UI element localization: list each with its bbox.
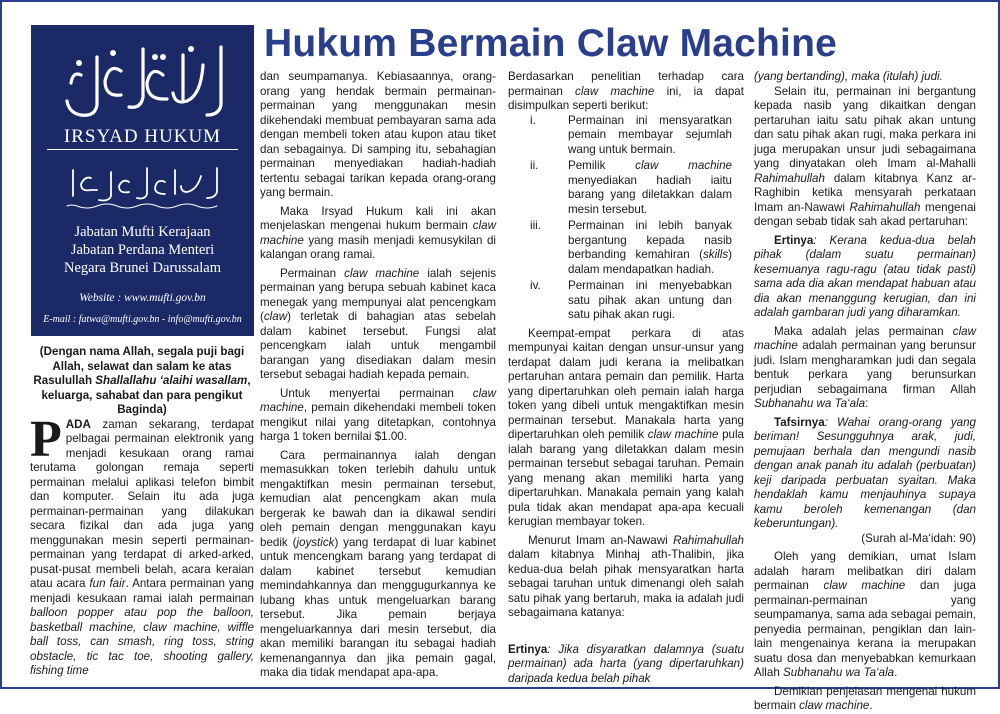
list-item: ii. Pemilik claw machine menyediakan hadiah iaitu barang yang diletakkan dalam mesin tersebut. bbox=[530, 159, 732, 216]
column-1 bbox=[30, 345, 254, 679]
translation-paragraph: Ertinya: Kerana kedua-dua belah pihak (dalam suatu permainan) kesemuanya ragu-ragu (atau tidak pasti) sama ada dia akan mendapat habuan atau dia akan menanggung kerugian, dan ini adalah gambaran judi yang diharamkan. bbox=[754, 233, 976, 319]
article-page bbox=[2, 2, 998, 712]
dept-line-2: Jabatan Perdana Menteri bbox=[70, 242, 215, 258]
paragraph: Oleh yang demikian, umat Islam adalah haram melibatkan diri dalam permainan claw machine dan juga permainan-permainan yang seumpamanya, sama ada sebagai pemain, penyedia permainan, pengiklan dan lain-lain mengenainya kerana ia merupakan suatu dosa dan menyebabkan kemurkaan Allah Subhanahu wa Ta‘ala. bbox=[754, 550, 976, 679]
paragraph: (yang bertanding), maka (itulah) judi. bbox=[754, 70, 943, 83]
paragraph: Cara permainannya ialah dengan memasukkan token terlebih dahulu untuk mengaktifkan mesin permainan tersebut, kemudian alat pencengkam akan mula bergerak ke bawah dan ia dikawal sendiri oleh pemain dengan menggunakan kayu bedik (joystick) yang terdapat di luar kabinet untuk mencengkam barang yang terdapat di dalam kabinet tersebut kemudian memindahkannya dan menggugurkannya ke lubang khas untuk mengeluarkan barang tersebut. Jika pemain berjaya mengeluarkannya dari mesin tersebut, dia akan memiliki barangan itu sebagai hadiah kemenangannya dan jika pemain gagal, maka dia tidak mendapat apa-apa. bbox=[260, 448, 496, 679]
column-4 bbox=[754, 70, 976, 714]
list-item: i. Permainan ini mensyaratkan pemain membayar sejumlah wang untuk bermain. bbox=[530, 113, 732, 156]
tafsir-paragraph: Tafsirnya: Wahai orang-orang yang beriman! Sesungguhnya arak, judi, pemujaan berhala dan mengundi nasib dengan anak panah itu adalah (perbuatan) keji daripada perbuatan syaitan. Maka hendaklah kamu menjauhinya supaya kamu beroleh kemenangan (dan keberuntungan). bbox=[754, 415, 976, 530]
column-3 bbox=[508, 70, 744, 686]
paragraph: Menurut Imam an-Nawawi Rahimahullah dalam kitabnya Minhaj ath-Thalibin, jika kedua-dua belah pihak mensyaratkan harta sebagai taruhan untuk dimenangi oleh salah satu pihak yang bertaruh, maka ia adalah judi sebagaimana katanya: bbox=[508, 533, 744, 619]
paragraph: dan seumpamanya. Kebiasaannya, orang-orang yang hendak bermain permainan-permainan yang menggunakan mesin dikehendaki membuat pembayaran sama ada dengan membeli token atau kupon atau tiket dan sebagainya. Di samping itu, sebahagian permainan menyediakan hadiah-hadiah tertentu sebagai tarikan kepada orang-orang yang bermain. bbox=[260, 70, 496, 199]
list-item: iv. Permainan ini menyebabkan satu pihak akan untung dan satu pihak akan rugi. bbox=[530, 279, 732, 321]
website-link[interactable]: Website : www.mufti.gov.bn bbox=[79, 292, 206, 304]
article-title: Hukum Bermain Claw Machine bbox=[264, 22, 838, 65]
drop-cap: P bbox=[30, 410, 62, 468]
paragraph: Keempat-empat perkara di atas mempunyai kaitan dengan unsur-unsur yang terdapat dalam judi kerana ia melibatkan pertaruhan antara pemain dan pemilik. Harta yang dipertaruhkan oleh pemain ialah harga token yang dibeli untuk mengaktifkan mesin permainan tersebut. Manakala harta yang dipertaruhkan oleh pemilik claw machine pula ialah barang yang diletakkan dalam mesin permainan tersebut sebagai taruhan. Pemain yang menang akan memiliki harta yang dipertaruhkan. Manakala pemain yang kalah pula tidak akan mendapat apa-apa kecuali kerugian membayar token. bbox=[508, 326, 745, 528]
arabic-calligraphy-icon bbox=[51, 35, 234, 123]
logo-brand-text: IRSYAD HUKUM bbox=[63, 126, 222, 147]
paragraph: Selain itu, permainan ini bergantung kepada nasib yang dikaitkan dengan pertaruhan iaitu satu pihak akan untung dan satu pihak akan rugi, maka perkara ini juga merupakan unsur judi sebagaimana yang dinyatakan oleh Imam al-Mahalli Rahimahullah dalam kitabnya Kanz ar-Raghibin ketika mensyarah perkataan Imam an-Nawawi Rahimahullah mengenai dengan sebab tidak sah akad pertaruhan: bbox=[754, 84, 976, 228]
intro-invocation: (Dengan nama Allah, segala puji bagi Allah, selawat dan salam ke atas Rasulullah Shallallahu ‘alaihi wasallam, keluarga, sahabat dan para pengikut Baginda) bbox=[33, 345, 251, 416]
paragraph: Maka Irsyad Hukum kali ini akan menjelaskan mengenai hukum bermain claw machine yang masih menjadi kemusykilan di kalangan orang ramai. bbox=[260, 204, 496, 261]
opening-paragraph: PADA zaman sekarang, terdapat pelbagai permainan elektronik yang menjadi kesukaan orang ramai terutama golongan remaja seperti permainan melalui aplikasi telefon bimbit dan komputer. Selain itu ada juga permainan-permainan yang dilakukan secara fizikal dan ada juga yang menggunakan mesin seperti permainan-permainan yang terdapat di arked-arked, pusat-pusat membeli belah, acara keraian atau acara fun fair. Antara permainan yang menjadi kesukaan ramai ialah permainan balloon popper atau pop the balloon, basketball machine, claw machine, wiffle ball toss, can smash, ring toss, string obstacle, tic tac toe, shooting gallery, fishing time bbox=[30, 410, 255, 677]
department-name bbox=[39, 223, 246, 277]
irsyad-hukum-logo bbox=[31, 25, 254, 336]
dept-line-3: Negara Brunei Darussalam bbox=[63, 260, 222, 276]
paragraph: Berdasarkan penelitian terhadap cara permainan claw machine ini, ia dapat disimpulkan seperti berikut: bbox=[508, 70, 744, 112]
email-link[interactable]: E-mail : fatwa@mufti.gov.bn - info@mufti.gov.bn bbox=[43, 314, 242, 325]
quran-reference: (Surah al-Ma‘idah: 90) bbox=[861, 531, 976, 545]
jawi-script-icon bbox=[57, 160, 228, 216]
paragraph: Demikian penjelasan mengenai hukum bermain claw machine. bbox=[754, 684, 976, 712]
column-2 bbox=[260, 70, 496, 681]
conclusion-list bbox=[508, 114, 744, 323]
paragraph: Untuk menyertai permainan claw machine, pemain dikehendaki membeli token mengikut nilai yang ditetapkan, contohnya harga 1 token bernilai $1.00. bbox=[260, 386, 496, 443]
paragraph: Permainan claw machine ialah sejenis permainan yang berupa sebuah kabinet kaca menegak yang mempunyai alat pencengkam (claw) terletak di bahagian atas sebelah dalam kabinet tersebut. Fungsi alat pencengkam ialah untuk mengambil barangan yang disediakan dalam mesin tersebut sebagai hadiah kepada pemain. bbox=[260, 266, 496, 381]
list-item: iii. Permainan ini lebih banyak bergantung kepada nasib berbanding kemahiran (skills) dalam mendapatkan hadiah. bbox=[530, 219, 732, 276]
dept-line-1: Jabatan Mufti Kerajaan bbox=[74, 224, 211, 240]
paragraph: Maka adalah jelas permainan claw machine adalah permainan yang berunsur judi. Islam mengharamkan judi dan segala bentuk perkara yang berunsurkan perjudian sebagaimana firman Allah Subhanahu wa Ta‘ala: bbox=[754, 324, 976, 410]
translation-paragraph: Ertinya: Jika disyaratkan dalamnya (suatu permainan) ada harta (yang dipertaruhkan) daripada kedua belah pihak bbox=[508, 642, 744, 685]
logo-divider bbox=[47, 149, 238, 150]
